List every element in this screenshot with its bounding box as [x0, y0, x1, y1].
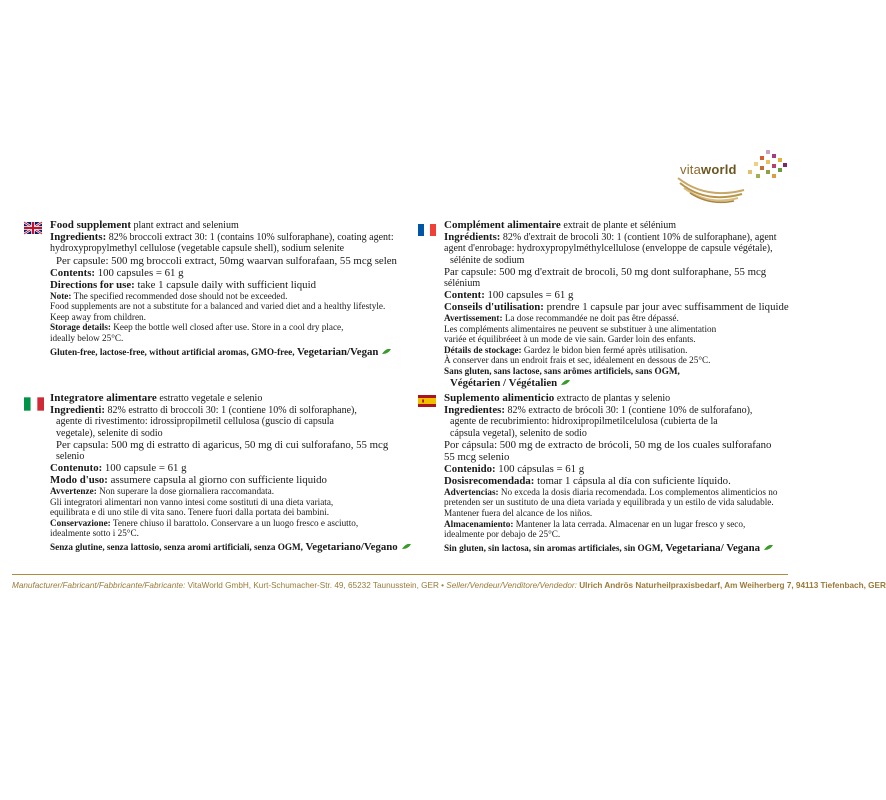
es-vegan-text: Vegetariana/ Vegana — [665, 541, 760, 554]
en-note-text: The specified recommended dose should not be exceeded. — [73, 290, 288, 301]
it-note-text2: Gli integratori alimentari non vanno intesi come sostituti di una dieta variata, — [50, 496, 334, 507]
uk-flag-icon — [24, 222, 42, 234]
fr-ingredients-text2: agent d'enrobage: hydroxypropylméthylcellulose (enveloppe de capsule végétale), — [444, 243, 773, 255]
it-title: Integratore alimentare — [50, 392, 157, 404]
en-ingredients-label: Ingredients: — [50, 231, 107, 244]
fr-title: Complément alimentaire — [444, 219, 561, 231]
spanish-section — [418, 393, 777, 554]
fr-ingredients-text3: sélénite de sodium — [450, 254, 525, 266]
footer-seller-label: Seller/Vendeur/Venditore/Vendedor: — [446, 581, 577, 590]
es-storage-text2: idealmente por debajo de 25°C. — [444, 529, 561, 540]
en-per-capsule-label: Per capsule: — [56, 254, 109, 267]
en-title: Food supplement — [50, 219, 131, 231]
it-note-text3: equilibrata e di uno stile di vita sano. Tenere fuori dalla portata dei bambini. — [50, 507, 330, 518]
fr-storage-text: Gardez le bidon bien fermé après utilisation. — [523, 344, 688, 355]
fr-per-capsule-text: 500 mg d'extrait de brocoli, 50 mg dont sulforaphane, 55 mcg — [499, 265, 767, 278]
footer-manufacturer-text: VitaWorld GmbH, Kurt-Schumacher-Str. 49, 65232 Taunusstein, GER • — [187, 581, 445, 590]
es-per-capsule-label: Por cápsula: — [444, 438, 498, 451]
it-per-capsule-text2: selenio — [56, 450, 85, 462]
en-storage-text: Keep the bottle well closed after use. Store in a cool dry place, — [113, 322, 344, 333]
spain-flag-icon — [418, 395, 436, 407]
it-per-capsule-text: 500 mg di estratto di agaricus, 50 mg di cui sulforafano, 55 mcg — [111, 438, 389, 451]
fr-note-text2: Les compléments alimentaires ne peuvent se substituer à une alimentation — [444, 323, 717, 334]
en-ingredients-text2: hydroxypropylmethyl cellulose (vegetable capsule shell), sodium selenite — [50, 243, 345, 255]
italian-section — [24, 393, 411, 553]
it-storage-text2: idealmente sotto i 25°C. — [50, 528, 139, 539]
es-note-text: No exceda la dosis diaria recomendada. Los complementos alimenticios no — [500, 486, 778, 497]
en-note-text2: Food supplements are not a substitute for a balanced and varied diet and a healthy lifestyle. — [50, 301, 386, 312]
en-directions-text: take 1 capsule daily with sufficient liquid — [137, 278, 316, 291]
es-ingredients-label: Ingredientes: — [444, 404, 505, 417]
footer-seller-text: Ulrich Andrös Naturheilpraxisbedarf, Am Weiherberg 7, 94113 Tiefenbach, GER — [579, 581, 886, 590]
fr-storage-text2: À conserver dans un endroit frais et sec, idéalement en dessous de 25°C. — [444, 355, 711, 366]
it-contents-text: 100 capsule = 61 g — [104, 462, 187, 475]
leaf-icon — [402, 544, 411, 550]
fr-vegan-text: Végétarien / Végétalien — [450, 376, 558, 389]
es-contents-text: 100 cápsulas = 61 g — [498, 462, 585, 475]
fr-contents-label: Content: — [444, 289, 485, 302]
leaf-icon — [561, 380, 570, 386]
es-note-label: Advertencias: — [444, 486, 499, 497]
es-free-from-text: Sin gluten, sin lactosa, sin aromas artificiales, sin OGM, — [444, 542, 663, 553]
en-per-capsule-text: 500 mg broccoli extract, 50mg waarvan sulforafaan, 55 mcg selen — [111, 254, 397, 267]
es-subtitle: extracto de plantas y selenio — [556, 393, 671, 404]
es-note-text2: pretenden ser un sustituto de una dieta variada y equilibrada y un estilo de vida saludable. — [444, 497, 774, 508]
en-storage-text2: ideally below 25°C. — [50, 332, 124, 343]
footer-divider — [12, 574, 788, 575]
es-storage-text: Mantener la lata cerrada. Almacenar en un lugar fresco y seco, — [515, 518, 746, 529]
es-per-capsule-text2: 55 mcg selenio — [444, 450, 510, 463]
fr-per-capsule-text2: sélénium — [444, 277, 481, 289]
logo-text-light: vita — [680, 162, 702, 177]
fr-subtitle: extrait de plante et sélénium — [563, 220, 677, 231]
leaf-icon — [382, 349, 391, 355]
it-subtitle: estratto vegetale e selenio — [159, 393, 263, 404]
fr-note-text: La dose recommandée ne doit pas être dépassé. — [504, 313, 679, 324]
fr-per-capsule-label: Par capsule: — [444, 265, 497, 278]
logo-text-bold: world — [701, 162, 737, 177]
it-per-capsule-label: Per capsula: — [56, 438, 109, 451]
fr-ingredients-text: 82% d'extrait de brocoli 30: 1 (contient 10% de sulforaphane), agent — [502, 232, 777, 244]
es-directions-label: Dosisrecomendada: — [444, 474, 535, 487]
fr-free-from-text: Sans gluten, sans lactose, sans arômes artificiels, sans OGM, — [444, 365, 680, 376]
fr-directions-text: prendre 1 capsule par jour avec suffisamment de liquide — [546, 301, 789, 314]
es-title: Suplemento alimenticio — [444, 392, 555, 404]
en-subtitle: plant extract and selenium — [133, 220, 239, 231]
it-note-text: Non superare la dose giornaliera raccomandata. — [99, 486, 275, 497]
it-directions-text: assumere capsula al giorno con sufficiente liquido — [110, 474, 327, 487]
fr-ingredients-label: Ingrédients: — [444, 231, 501, 244]
es-ingredients-text: 82% extracto de brócoli 30: 1 (contiene 10% de sulforafano), — [507, 405, 753, 417]
footer-manufacturer-label: Manufacturer/Fabricant/Fabbricante/Fabricante: — [12, 581, 186, 590]
it-directions-label: Modo d'uso: — [50, 474, 108, 487]
en-note-label: Note: — [50, 290, 72, 301]
it-storage-label: Conservazione: — [50, 517, 111, 528]
it-note-label: Avvertenze: — [50, 486, 97, 497]
es-contents-label: Contenido: — [444, 462, 496, 475]
english-section — [24, 220, 397, 358]
es-ingredients-text3: cápsula vegetal), selenito de sodio — [450, 427, 587, 439]
italy-flag-icon — [24, 397, 44, 411]
it-vegan-text: Vegetariano/Vegano — [305, 540, 398, 553]
es-note-text3: Mantener fuera del alcance de los niños. — [444, 508, 593, 518]
fr-note-text3: variée et équilibréeet à un mode de vie sain. Garder loin des enfants. — [444, 334, 696, 345]
vitaworld-logo — [676, 148, 788, 212]
logo-swoosh-icon — [676, 174, 746, 204]
it-ingredients-text: 82% estratto di broccoli 30: 1 (contiene 10% di solforaphane), — [107, 405, 357, 417]
french-section — [418, 220, 789, 389]
fr-note-label: Avertissement: — [444, 313, 503, 324]
en-ingredients-text: 82% broccoli extract 30: 1 (contains 10% sulforaphane), coating agent: — [108, 232, 394, 244]
en-contents-text: 100 capsules = 61 g — [97, 266, 184, 279]
fr-storage-label: Détails de stockage: — [444, 344, 522, 355]
it-free-from-text: Senza glutine, senza lattosio, senza aromi artificiali, senza OGM, — [50, 541, 303, 552]
it-contents-label: Contenuto: — [50, 462, 103, 475]
it-ingredients-label: Ingredienti: — [50, 404, 105, 417]
en-note-text3: Keep away from children. — [50, 311, 146, 322]
en-directions-label: Directions for use: — [50, 278, 135, 291]
es-ingredients-text2: agente de recubrimiento: hidroxipropilmetilcelulosa (cubierta de la — [450, 416, 718, 428]
es-directions-text: tomar 1 cápsula al día con suficiente líquido. — [537, 474, 731, 487]
en-storage-label: Storage details: — [50, 322, 111, 333]
fr-directions-label: Conseils d'utilisation: — [444, 301, 544, 314]
en-vegan-text: Vegetarian/Vegan — [297, 345, 379, 358]
en-contents-label: Contents: — [50, 266, 95, 279]
en-free-from-text: Gluten-free, lactose-free, without artificial aromas, GMO-free, — [50, 346, 295, 357]
leaf-icon — [764, 545, 773, 551]
footer — [12, 581, 886, 590]
france-flag-icon — [418, 224, 436, 236]
es-per-capsule-text: 500 mg de extracto de brócoli, 50 mg de los cuales sulforafano — [499, 438, 772, 451]
fr-contents-text: 100 capsules = 61 g — [487, 289, 574, 302]
es-storage-label: Almacenamiento: — [444, 518, 514, 529]
it-ingredients-text3: vegetale), selenite di sodio — [56, 427, 163, 439]
it-storage-text: Tenere chiuso il barattolo. Conservare a un luogo fresco e asciutto, — [112, 517, 359, 528]
it-ingredients-text2: agente di rivestimento: idrossipropilmetil cellulosa (guscio di capsula — [56, 416, 334, 428]
